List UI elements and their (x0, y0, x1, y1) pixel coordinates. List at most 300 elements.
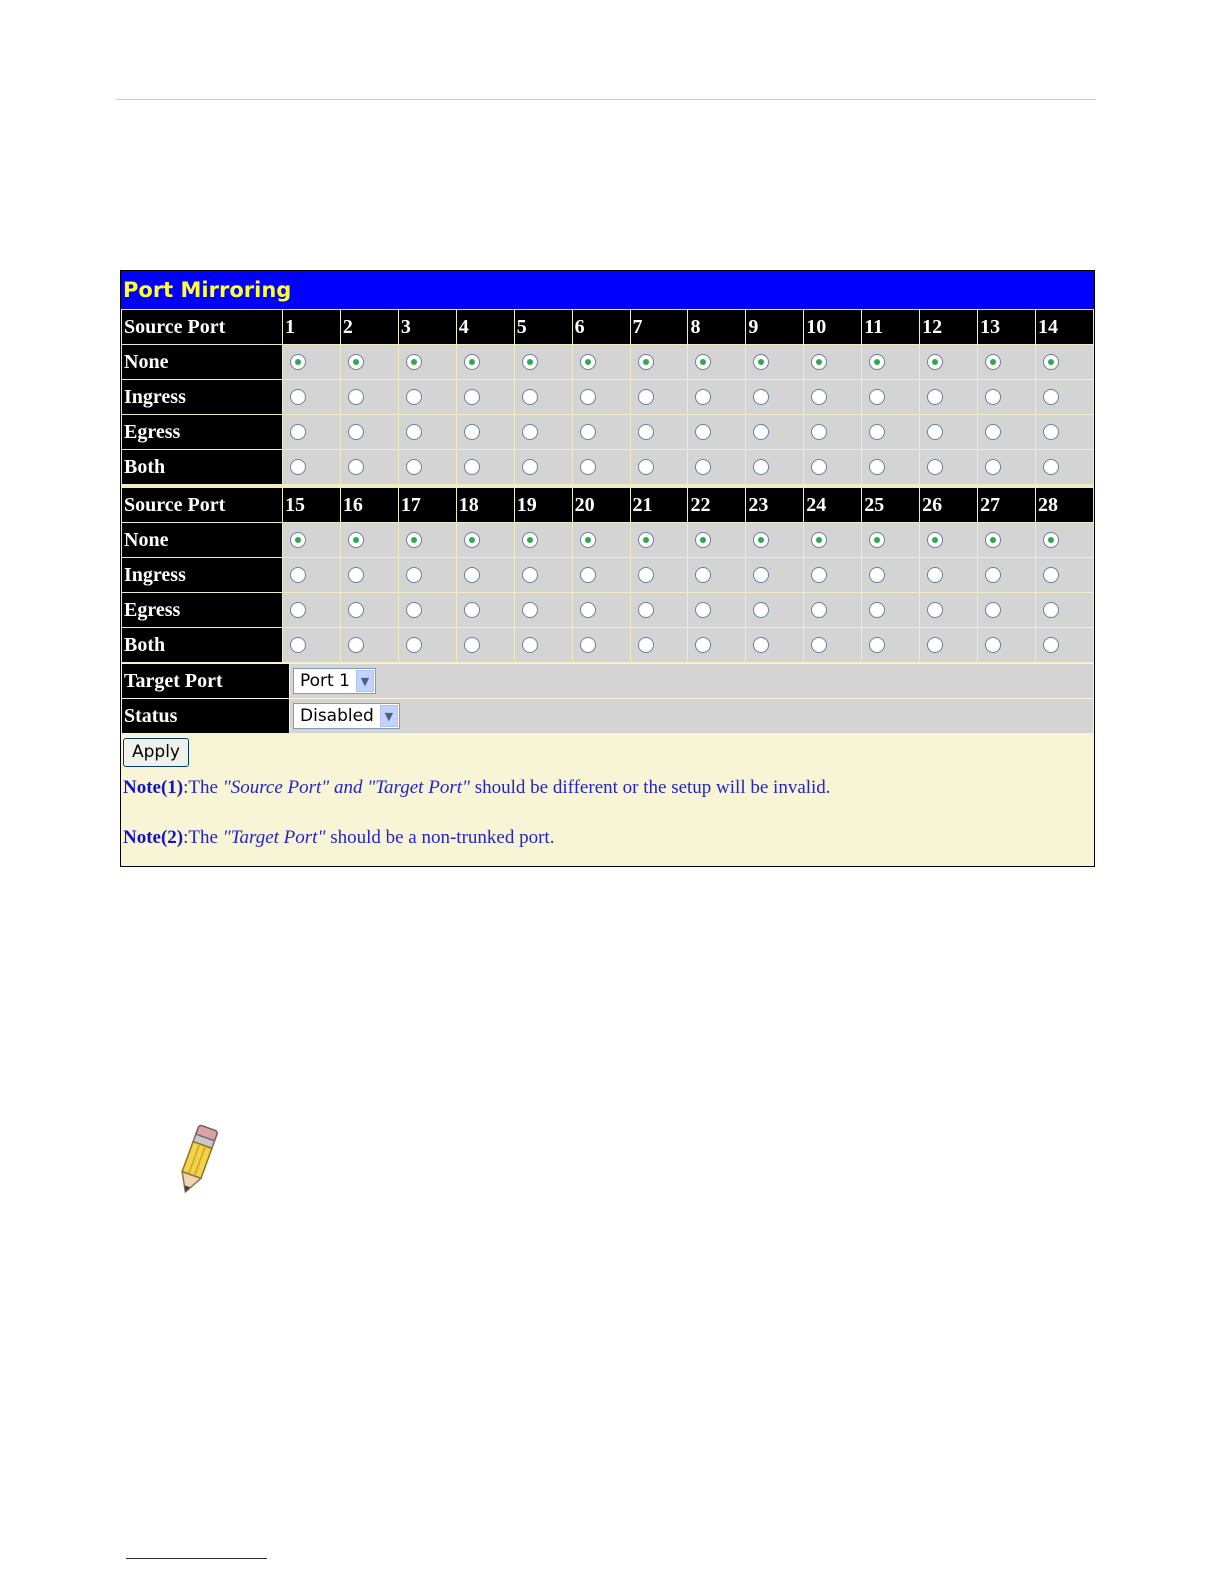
port-19-none-radio[interactable] (522, 532, 538, 548)
note-2-italic: "Target Port" (222, 827, 326, 848)
port-mirroring-panel (120, 270, 1095, 867)
port-9-both-radio[interactable] (753, 459, 769, 475)
port-number-header: 18 (457, 488, 514, 522)
radio-cell (978, 450, 1035, 484)
source-port-grid (121, 309, 1094, 663)
radio-cell (978, 593, 1035, 627)
port-21-both-radio[interactable] (638, 637, 654, 653)
radio-cell (978, 415, 1035, 449)
radio-cell (862, 380, 919, 414)
radio-cell (804, 558, 861, 592)
port-number-header: 10 (804, 310, 861, 344)
radio-cell (920, 450, 977, 484)
port-4-none-radio[interactable] (464, 354, 480, 370)
radio-cell (283, 345, 340, 379)
radio-cell (399, 558, 456, 592)
port-15-none-radio[interactable] (290, 532, 306, 548)
radio-cell (399, 523, 456, 557)
mode-label-both: Both (122, 450, 282, 484)
status-value: Disabled (300, 706, 374, 726)
radio-cell (862, 523, 919, 557)
port-7-egress-radio[interactable] (638, 424, 654, 440)
radio-cell (746, 415, 803, 449)
port-4-egress-radio[interactable] (464, 424, 480, 440)
radio-cell (283, 558, 340, 592)
port-number-header: 5 (515, 310, 572, 344)
radio-cell (283, 450, 340, 484)
port-14-both-radio[interactable] (1043, 459, 1059, 475)
radio-cell (1036, 415, 1093, 449)
port-number-header: 21 (631, 488, 688, 522)
radio-cell (920, 628, 977, 662)
port-17-egress-radio[interactable] (406, 602, 422, 618)
port-14-none-radio[interactable] (1043, 354, 1059, 370)
radio-cell (688, 628, 745, 662)
footer-rule (126, 1558, 267, 1559)
panel-footer (121, 734, 1094, 849)
port-number-header: 6 (573, 310, 630, 344)
radio-cell (573, 415, 630, 449)
port-14-ingress-radio[interactable] (1043, 389, 1059, 405)
port-6-both-radio[interactable] (580, 459, 596, 475)
port-number-header: 22 (688, 488, 745, 522)
port-19-ingress-radio[interactable] (522, 567, 538, 583)
port-16-both-radio[interactable] (348, 637, 364, 653)
port-9-egress-radio[interactable] (753, 424, 769, 440)
port-1-ingress-radio[interactable] (290, 389, 306, 405)
mode-row-ingress (122, 558, 1093, 592)
port-21-none-radio[interactable] (638, 532, 654, 548)
port-2-egress-radio[interactable] (348, 424, 364, 440)
port-27-ingress-radio[interactable] (985, 567, 1001, 583)
port-8-ingress-radio[interactable] (695, 389, 711, 405)
port-17-both-radio[interactable] (406, 637, 422, 653)
radio-cell (515, 450, 572, 484)
port-5-egress-radio[interactable] (522, 424, 538, 440)
port-26-none-radio[interactable] (927, 532, 943, 548)
port-19-egress-radio[interactable] (522, 602, 538, 618)
radio-cell (573, 523, 630, 557)
mode-row-egress (122, 415, 1093, 449)
port-1-none-radio[interactable] (290, 354, 306, 370)
port-7-none-radio[interactable] (638, 354, 654, 370)
radio-cell (746, 558, 803, 592)
radio-cell (688, 415, 745, 449)
port-24-none-radio[interactable] (811, 532, 827, 548)
port-5-none-radio[interactable] (522, 354, 538, 370)
radio-cell (978, 345, 1035, 379)
radio-cell (631, 558, 688, 592)
radio-cell (1036, 523, 1093, 557)
port-7-ingress-radio[interactable] (638, 389, 654, 405)
radio-cell (515, 380, 572, 414)
port-18-egress-radio[interactable] (464, 602, 480, 618)
radio-cell (862, 415, 919, 449)
radio-cell (978, 380, 1035, 414)
target-port-value: Port 1 (300, 671, 350, 691)
radio-cell (920, 523, 977, 557)
note-1-prefix: Note(1) (123, 777, 184, 798)
port-number-header: 27 (978, 488, 1035, 522)
port-18-ingress-radio[interactable] (464, 567, 480, 583)
port-24-ingress-radio[interactable] (811, 567, 827, 583)
mode-label-ingress: Ingress (122, 380, 282, 414)
radio-cell (746, 593, 803, 627)
mode-row-both (122, 628, 1093, 662)
radio-cell (515, 628, 572, 662)
port-number-header: 16 (341, 488, 398, 522)
radio-cell (399, 345, 456, 379)
config-table (121, 663, 1094, 734)
radio-cell (920, 415, 977, 449)
mode-row-egress (122, 593, 1093, 627)
port-1-both-radio[interactable] (290, 459, 306, 475)
radio-cell (631, 415, 688, 449)
radio-cell (573, 628, 630, 662)
radio-cell (457, 628, 514, 662)
port-number-header: 26 (920, 488, 977, 522)
port-13-none-radio[interactable] (985, 354, 1001, 370)
radio-cell (457, 415, 514, 449)
radio-cell (457, 523, 514, 557)
radio-cell (341, 450, 398, 484)
port-number-header: 4 (457, 310, 514, 344)
radio-cell (746, 628, 803, 662)
port-18-both-radio[interactable] (464, 637, 480, 653)
radio-cell (978, 523, 1035, 557)
radio-cell (515, 593, 572, 627)
mode-label-ingress: Ingress (122, 558, 282, 592)
port-10-both-radio[interactable] (811, 459, 827, 475)
radio-cell (341, 523, 398, 557)
port-6-none-radio[interactable] (580, 354, 596, 370)
port-28-egress-radio[interactable] (1043, 602, 1059, 618)
status-select[interactable] (293, 703, 400, 729)
radio-cell (804, 523, 861, 557)
header-rule (116, 99, 1096, 100)
radio-cell (457, 558, 514, 592)
radio-cell (746, 450, 803, 484)
port-11-none-radio[interactable] (869, 354, 885, 370)
port-22-both-radio[interactable] (695, 637, 711, 653)
port-15-ingress-radio[interactable] (290, 567, 306, 583)
radio-cell (283, 593, 340, 627)
port-22-egress-radio[interactable] (695, 602, 711, 618)
group-separator (122, 485, 1093, 487)
radio-cell (399, 628, 456, 662)
port-9-none-radio[interactable] (753, 354, 769, 370)
port-4-both-radio[interactable] (464, 459, 480, 475)
port-2-both-radio[interactable] (348, 459, 364, 475)
radio-cell (1036, 628, 1093, 662)
port-11-egress-radio[interactable] (869, 424, 885, 440)
port-13-egress-radio[interactable] (985, 424, 1001, 440)
source-port-header-row (122, 310, 1093, 344)
port-5-both-radio[interactable] (522, 459, 538, 475)
radio-cell (341, 415, 398, 449)
mode-row-none (122, 523, 1093, 557)
port-12-ingress-radio[interactable] (927, 389, 943, 405)
radio-cell (399, 380, 456, 414)
port-3-both-radio[interactable] (406, 459, 422, 475)
port-13-both-radio[interactable] (985, 459, 1001, 475)
radio-cell (341, 628, 398, 662)
radio-cell (978, 628, 1035, 662)
radio-cell (862, 450, 919, 484)
radio-cell (631, 380, 688, 414)
port-16-none-radio[interactable] (348, 532, 364, 548)
port-9-ingress-radio[interactable] (753, 389, 769, 405)
apply-button[interactable]: Apply (123, 738, 189, 767)
port-16-egress-radio[interactable] (348, 602, 364, 618)
port-number-header: 9 (746, 310, 803, 344)
port-8-both-radio[interactable] (695, 459, 711, 475)
port-26-egress-radio[interactable] (927, 602, 943, 618)
note-2-prefix: Note(2) (123, 827, 184, 848)
port-24-egress-radio[interactable] (811, 602, 827, 618)
radio-cell (804, 593, 861, 627)
port-21-egress-radio[interactable] (638, 602, 654, 618)
port-12-egress-radio[interactable] (927, 424, 943, 440)
port-10-none-radio[interactable] (811, 354, 827, 370)
radio-cell (804, 415, 861, 449)
radio-cell (1036, 345, 1093, 379)
port-25-none-radio[interactable] (869, 532, 885, 548)
port-11-both-radio[interactable] (869, 459, 885, 475)
port-22-ingress-radio[interactable] (695, 567, 711, 583)
radio-cell (457, 593, 514, 627)
radio-cell (399, 450, 456, 484)
port-8-egress-radio[interactable] (695, 424, 711, 440)
port-24-both-radio[interactable] (811, 637, 827, 653)
radio-cell (1036, 593, 1093, 627)
port-15-egress-radio[interactable] (290, 602, 306, 618)
radio-cell (341, 558, 398, 592)
port-2-none-radio[interactable] (348, 354, 364, 370)
port-25-both-radio[interactable] (869, 637, 885, 653)
radio-cell (746, 345, 803, 379)
radio-cell (399, 593, 456, 627)
radio-cell (457, 380, 514, 414)
port-20-both-radio[interactable] (580, 637, 596, 653)
radio-cell (631, 593, 688, 627)
port-14-egress-radio[interactable] (1043, 424, 1059, 440)
mode-label-egress: Egress (122, 593, 282, 627)
port-10-ingress-radio[interactable] (811, 389, 827, 405)
radio-cell (804, 628, 861, 662)
port-21-ingress-radio[interactable] (638, 567, 654, 583)
port-5-ingress-radio[interactable] (522, 389, 538, 405)
radio-cell (341, 345, 398, 379)
radio-cell (1036, 450, 1093, 484)
radio-cell (573, 593, 630, 627)
target-port-label: Target Port (122, 664, 289, 698)
port-number-header: 19 (515, 488, 572, 522)
note-1-text-b: should be different or the setup will be invalid. (469, 777, 831, 798)
port-1-egress-radio[interactable] (290, 424, 306, 440)
port-23-none-radio[interactable] (753, 532, 769, 548)
port-18-none-radio[interactable] (464, 532, 480, 548)
radio-cell (978, 558, 1035, 592)
radio-cell (631, 523, 688, 557)
port-25-egress-radio[interactable] (869, 602, 885, 618)
port-number-header: 7 (631, 310, 688, 344)
port-10-egress-radio[interactable] (811, 424, 827, 440)
radio-cell (573, 450, 630, 484)
radio-cell (862, 628, 919, 662)
radio-cell (631, 345, 688, 379)
port-20-ingress-radio[interactable] (580, 567, 596, 583)
port-3-egress-radio[interactable] (406, 424, 422, 440)
port-number-header: 17 (399, 488, 456, 522)
target-port-select[interactable] (293, 668, 376, 694)
port-15-both-radio[interactable] (290, 637, 306, 653)
mode-row-none (122, 345, 1093, 379)
source-port-label: Source Port (122, 310, 282, 344)
port-number-header: 24 (804, 488, 861, 522)
port-17-ingress-radio[interactable] (406, 567, 422, 583)
status-label: Status (122, 699, 289, 733)
port-13-ingress-radio[interactable] (985, 389, 1001, 405)
radio-cell (399, 415, 456, 449)
radio-cell (746, 523, 803, 557)
radio-cell (688, 558, 745, 592)
port-23-egress-radio[interactable] (753, 602, 769, 618)
port-number-header: 1 (283, 310, 340, 344)
port-3-none-radio[interactable] (406, 354, 422, 370)
radio-cell (804, 345, 861, 379)
port-number-header: 3 (399, 310, 456, 344)
mode-row-ingress (122, 380, 1093, 414)
port-number-header: 8 (688, 310, 745, 344)
port-number-header: 11 (862, 310, 919, 344)
radio-cell (631, 450, 688, 484)
port-25-ingress-radio[interactable] (869, 567, 885, 583)
port-7-both-radio[interactable] (638, 459, 654, 475)
port-12-both-radio[interactable] (927, 459, 943, 475)
radio-cell (573, 558, 630, 592)
mode-label-none: None (122, 345, 282, 379)
radio-cell (920, 345, 977, 379)
radio-cell (862, 558, 919, 592)
port-8-none-radio[interactable] (695, 354, 711, 370)
note-1 (123, 777, 1092, 799)
port-number-header: 25 (862, 488, 919, 522)
radio-cell (1036, 380, 1093, 414)
port-number-header: 28 (1036, 488, 1093, 522)
port-28-none-radio[interactable] (1043, 532, 1059, 548)
radio-cell (573, 380, 630, 414)
port-6-egress-radio[interactable] (580, 424, 596, 440)
radio-cell (688, 345, 745, 379)
port-19-both-radio[interactable] (522, 637, 538, 653)
radio-cell (515, 523, 572, 557)
note-2 (123, 827, 1092, 849)
mode-row-both (122, 450, 1093, 484)
radio-cell (283, 415, 340, 449)
port-23-both-radio[interactable] (753, 637, 769, 653)
port-number-header: 12 (920, 310, 977, 344)
radio-cell (515, 345, 572, 379)
port-2-ingress-radio[interactable] (348, 389, 364, 405)
port-11-ingress-radio[interactable] (869, 389, 885, 405)
radio-cell (862, 345, 919, 379)
port-27-none-radio[interactable] (985, 532, 1001, 548)
pencil-icon (165, 1120, 229, 1200)
note-1-text-a: :The (183, 777, 223, 798)
radio-cell (283, 380, 340, 414)
port-4-ingress-radio[interactable] (464, 389, 480, 405)
radio-cell (688, 593, 745, 627)
radio-cell (688, 523, 745, 557)
port-20-none-radio[interactable] (580, 532, 596, 548)
port-23-ingress-radio[interactable] (753, 567, 769, 583)
port-number-header: 15 (283, 488, 340, 522)
chevron-down-icon[interactable]: ▼ (356, 670, 374, 692)
port-26-both-radio[interactable] (927, 637, 943, 653)
radio-cell (457, 450, 514, 484)
radio-cell (283, 523, 340, 557)
radio-cell (920, 558, 977, 592)
note-1-italic: "Source Port" and "Target Port" (222, 777, 470, 798)
radio-cell (920, 593, 977, 627)
port-20-egress-radio[interactable] (580, 602, 596, 618)
port-27-egress-radio[interactable] (985, 602, 1001, 618)
port-number-header: 20 (573, 488, 630, 522)
radio-cell (457, 345, 514, 379)
port-3-ingress-radio[interactable] (406, 389, 422, 405)
port-22-none-radio[interactable] (695, 532, 711, 548)
chevron-down-icon[interactable]: ▼ (380, 705, 398, 727)
port-28-both-radio[interactable] (1043, 637, 1059, 653)
radio-cell (862, 593, 919, 627)
port-number-header: 14 (1036, 310, 1093, 344)
source-port-label: Source Port (122, 488, 282, 522)
radio-cell (746, 380, 803, 414)
port-17-none-radio[interactable] (406, 532, 422, 548)
port-27-both-radio[interactable] (985, 637, 1001, 653)
radio-cell (688, 450, 745, 484)
radio-cell (283, 628, 340, 662)
port-16-ingress-radio[interactable] (348, 567, 364, 583)
radio-cell (515, 415, 572, 449)
radio-cell (573, 345, 630, 379)
note-2-text-a: :The (183, 827, 223, 848)
radio-cell (341, 380, 398, 414)
radio-cell (1036, 558, 1093, 592)
source-port-header-row (122, 488, 1093, 522)
port-6-ingress-radio[interactable] (580, 389, 596, 405)
port-26-ingress-radio[interactable] (927, 567, 943, 583)
radio-cell (688, 380, 745, 414)
note-2-text-b: should be a non-trunked port. (325, 827, 555, 848)
mode-label-egress: Egress (122, 415, 282, 449)
port-number-header: 23 (746, 488, 803, 522)
status-row (122, 699, 1093, 733)
radio-cell (804, 450, 861, 484)
radio-cell (804, 380, 861, 414)
target-port-row (122, 664, 1093, 698)
radio-cell (631, 628, 688, 662)
radio-cell (920, 380, 977, 414)
port-number-header: 13 (978, 310, 1035, 344)
port-12-none-radio[interactable] (927, 354, 943, 370)
mode-label-both: Both (122, 628, 282, 662)
radio-cell (515, 558, 572, 592)
port-28-ingress-radio[interactable] (1043, 567, 1059, 583)
port-number-header: 2 (341, 310, 398, 344)
mode-label-none: None (122, 523, 282, 557)
